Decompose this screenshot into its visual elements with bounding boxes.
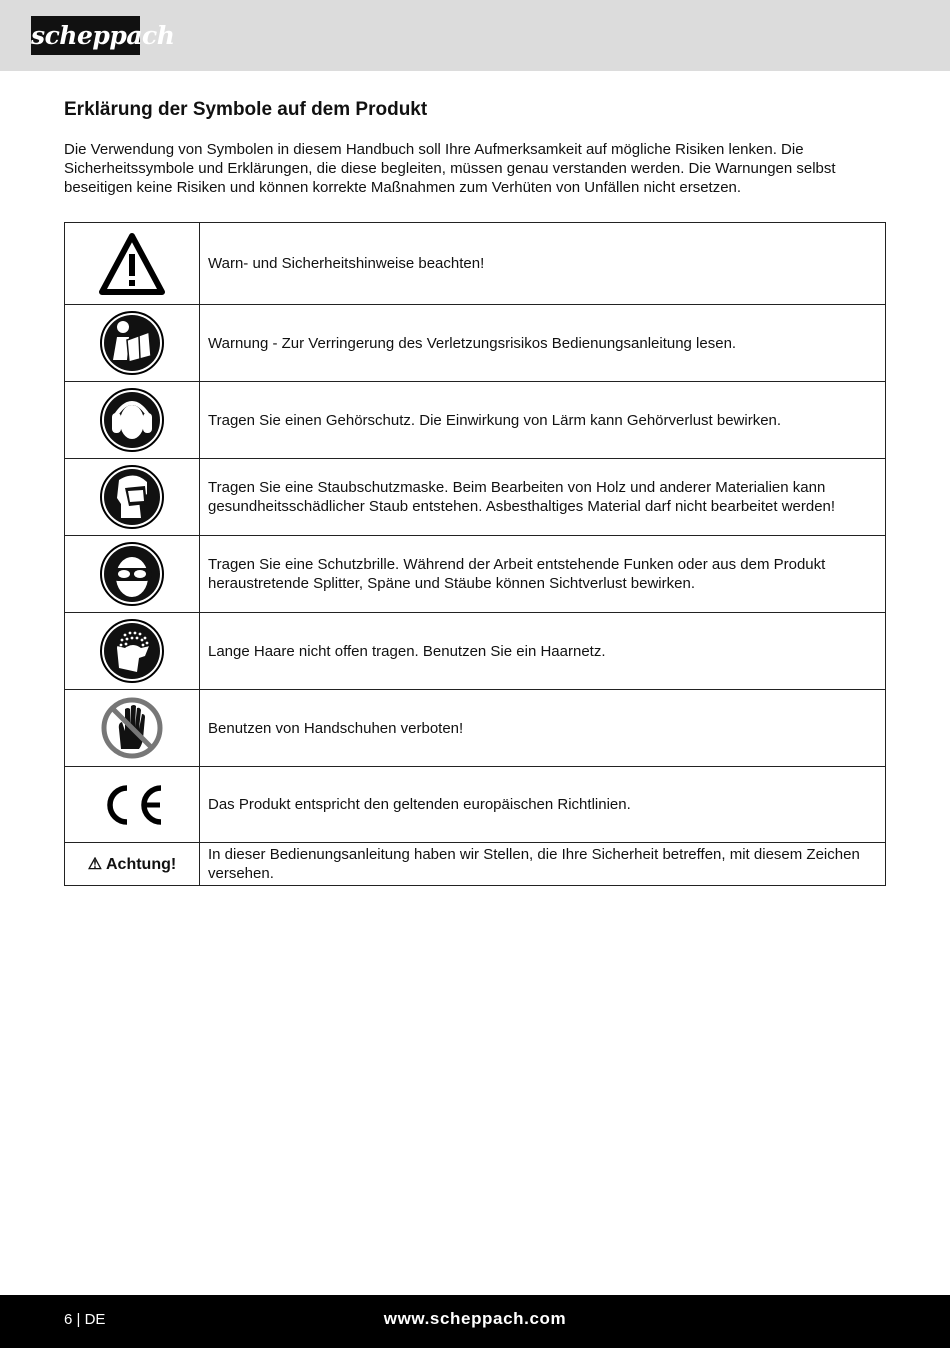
symbol-icon-cell: [65, 613, 200, 690]
symbol-row: [65, 305, 886, 382]
no-gloves-icon: [99, 695, 165, 761]
symbol-description: Tragen Sie eine Schutzbrille. Während der Arbeit entstehende Funken oder aus dem Produkt heraustretende Splitter, Späne und Stäube können Sichtverlust bewirken.: [200, 536, 886, 613]
symbol-description: Lange Haare nicht offen tragen. Benutzen Sie ein Haarnetz.: [200, 613, 886, 690]
symbol-description: Warnung - Zur Verringerung des Verletzungsrisikos Bedienungsanleitung lesen.: [200, 305, 886, 382]
symbol-row: [65, 843, 886, 886]
website-link[interactable]: www.scheppach.com: [383, 1309, 567, 1328]
symbol-icon-cell: [65, 690, 200, 767]
ce-mark-icon: [98, 781, 166, 829]
read-manual-icon: [99, 310, 165, 376]
symbol-icon-cell: [65, 382, 200, 459]
warning-triangle-icon: [98, 230, 166, 298]
symbol-description: Warn- und Sicherheitshinweise beachten!: [200, 223, 886, 305]
hair-net-icon: [99, 618, 165, 684]
symbol-icon-cell: [65, 843, 200, 886]
achtung-label: ⚠ Achtung!: [87, 856, 177, 873]
symbol-description: Tragen Sie eine Staubschutzmaske. Beim Bearbeiten von Holz und anderer Materialien kann gesundheitsschädlicher Staub entstehen. Asbesthaltiges Material darf nicht bearbeitet werden!: [200, 459, 886, 536]
safety-goggles-icon: [99, 541, 165, 607]
symbol-row: [65, 459, 886, 536]
ear-protection-icon: [99, 387, 165, 453]
page-number: 6 | DE: [64, 1311, 106, 1328]
footer-bar: [0, 1295, 950, 1348]
symbol-table: [64, 222, 886, 886]
symbol-row: [65, 613, 886, 690]
symbol-icon-cell: [65, 305, 200, 382]
symbol-description: In dieser Bedienungsanleitung haben wir Stellen, die Ihre Sicherheit betreffen, mit diesem Zeichen versehen.: [200, 843, 886, 886]
scheppach-logo: scheppach: [31, 16, 140, 55]
intro-paragraph: Die Verwendung von Symbolen in diesem Handbuch soll Ihre Aufmerksamkeit auf mögliche Risiken lenken. Die Sicherheitssymbole und Erklärungen, die diese begleiten, müssen genau verstanden werden. Die Warnungen selbst beseitigen keine Risiken und können korrekte Maßnahmen zum Verhüten von Unfällen nicht ersetzen.: [64, 141, 836, 196]
symbol-row: [65, 690, 886, 767]
symbol-description: Tragen Sie einen Gehörschutz. Die Einwirkung von Lärm kann Gehörverlust bewirken.: [200, 382, 886, 459]
dust-mask-icon: [99, 464, 165, 530]
symbol-row: [65, 536, 886, 613]
symbol-row: [65, 382, 886, 459]
symbol-icon-cell: [65, 459, 200, 536]
header-bar: [0, 0, 950, 71]
symbol-row: [65, 223, 886, 305]
section-title: Erklärung der Symbole auf dem Produkt: [64, 99, 428, 120]
symbol-icon-cell: [65, 767, 200, 843]
symbol-icon-cell: [65, 223, 200, 305]
symbol-description: Das Produkt entspricht den geltenden europäischen Richtlinien.: [200, 767, 886, 843]
symbol-icon-cell: [65, 536, 200, 613]
symbol-description: Benutzen von Handschuhen verboten!: [200, 690, 886, 767]
symbol-row: [65, 767, 886, 843]
